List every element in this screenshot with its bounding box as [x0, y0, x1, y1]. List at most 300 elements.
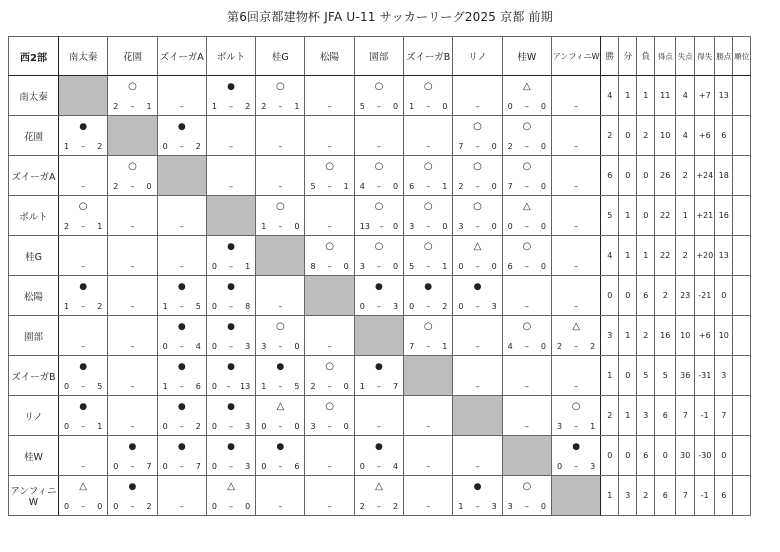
- score-separator: –: [426, 102, 431, 111]
- match-score: [207, 422, 255, 431]
- stat-cell: 2: [637, 316, 655, 356]
- score-separator: –: [376, 102, 381, 111]
- score-away: 0: [442, 102, 448, 111]
- no-result-dash: –: [130, 382, 135, 391]
- result-cell: [256, 116, 305, 156]
- column-header-opponent: リノ: [453, 37, 502, 76]
- result-cell: [502, 356, 551, 396]
- stat-cell: 22: [655, 196, 676, 236]
- team-name: 桂W: [9, 436, 59, 476]
- column-header-stat: 勝: [601, 37, 619, 76]
- stat-cell: [733, 356, 751, 396]
- stat-cell: 1: [619, 196, 637, 236]
- score-home: 0: [211, 382, 217, 391]
- win-mark: ○: [522, 241, 532, 252]
- win-mark: ○: [522, 321, 532, 332]
- win-mark: ○: [522, 481, 532, 492]
- result-cell: [108, 436, 157, 476]
- match-score: [503, 342, 551, 351]
- score-away: 8: [245, 302, 251, 311]
- no-result-dash: –: [327, 342, 332, 351]
- score-home: 1: [162, 382, 168, 391]
- loss-mark: ●: [79, 282, 88, 292]
- result-cell: [453, 276, 502, 316]
- score-away: 1: [97, 222, 103, 231]
- stat-cell: 10: [715, 316, 733, 356]
- score-separator: –: [327, 182, 332, 191]
- result-cell: [502, 396, 551, 436]
- result-cell: [157, 316, 206, 356]
- result-cell: [157, 276, 206, 316]
- stat-cell: 1: [601, 356, 619, 396]
- loss-mark: ●: [375, 282, 383, 292]
- score-away: 7: [146, 462, 152, 471]
- draw-mark: △: [522, 201, 531, 212]
- score-away: 0: [491, 262, 497, 271]
- stat-cell: 0: [637, 156, 655, 196]
- column-header-opponent: ボルト: [206, 37, 255, 76]
- result-cell: [157, 116, 206, 156]
- score-separator: –: [475, 302, 480, 311]
- no-result-dash: –: [475, 462, 480, 471]
- loss-mark: ●: [473, 482, 482, 492]
- score-separator: –: [179, 422, 184, 431]
- stat-cell: 7: [676, 476, 695, 516]
- stat-cell: 2: [676, 156, 695, 196]
- stat-cell: 6: [655, 476, 676, 516]
- score-away: 0: [146, 182, 152, 191]
- loss-mark: ●: [375, 442, 383, 452]
- stat-cell: [733, 236, 751, 276]
- stat-cell: 10: [676, 316, 695, 356]
- score-separator: –: [574, 342, 579, 351]
- loss-mark: ●: [227, 322, 235, 332]
- stat-cell: 6: [637, 276, 655, 316]
- win-mark: ○: [275, 81, 285, 92]
- no-result-dash: –: [574, 102, 579, 111]
- stat-cell: 2: [601, 116, 619, 156]
- score-separator: –: [524, 182, 529, 191]
- result-cell: [108, 156, 157, 196]
- result-cell: [453, 156, 502, 196]
- result-cell: [502, 316, 551, 356]
- score-home: 13: [359, 222, 370, 231]
- result-cell: [354, 396, 403, 436]
- draw-mark: △: [522, 81, 531, 92]
- score-home: 2: [113, 102, 119, 111]
- no-result-dash: –: [574, 382, 579, 391]
- table-row: [9, 356, 751, 396]
- result-cell: [59, 276, 108, 316]
- score-home: 3: [556, 422, 563, 431]
- win-mark: ○: [374, 81, 384, 92]
- stat-cell: [733, 156, 751, 196]
- score-home: 1: [162, 302, 168, 311]
- match-score: [158, 342, 206, 351]
- match-score: [59, 382, 107, 391]
- stat-cell: 36: [676, 356, 695, 396]
- win-mark: ○: [128, 81, 137, 92]
- win-mark: ○: [275, 321, 285, 332]
- result-cell: [305, 196, 354, 236]
- column-header-opponent: 南太秦: [59, 37, 108, 76]
- score-separator: –: [278, 462, 283, 471]
- score-home: 1: [64, 142, 70, 151]
- stat-cell: 0: [715, 276, 733, 316]
- result-cell: [354, 476, 403, 516]
- result-cell: [108, 276, 157, 316]
- score-home: 2: [556, 342, 563, 351]
- score-home: 0: [162, 422, 168, 431]
- no-result-dash: –: [475, 102, 480, 111]
- league-table: [8, 36, 751, 516]
- score-separator: –: [426, 222, 431, 231]
- result-cell: [354, 156, 403, 196]
- result-cell: [108, 356, 157, 396]
- result-cell: [59, 116, 108, 156]
- stat-cell: 1: [637, 76, 655, 116]
- stat-cell: 4: [601, 76, 619, 116]
- no-result-dash: –: [376, 422, 381, 431]
- no-result-dash: –: [524, 382, 529, 391]
- result-cell: [551, 276, 600, 316]
- table-row: [9, 236, 751, 276]
- team-name: 南太秦: [9, 76, 59, 116]
- score-away: 2: [195, 142, 201, 151]
- score-away: 0: [392, 262, 399, 271]
- no-result-dash: –: [376, 142, 381, 151]
- win-mark: ○: [325, 361, 334, 372]
- result-cell: [404, 196, 453, 236]
- match-score: [158, 302, 206, 311]
- score-away: 3: [245, 342, 251, 351]
- result-cell: [108, 76, 157, 116]
- match-score: [453, 262, 501, 271]
- score-separator: –: [229, 502, 234, 511]
- stat-cell: 11: [655, 76, 676, 116]
- score-away: 4: [392, 462, 399, 471]
- result-cell: [453, 476, 502, 516]
- score-home: 7: [507, 182, 513, 191]
- result-cell: [354, 76, 403, 116]
- match-score: [355, 502, 403, 511]
- win-mark: ○: [275, 201, 285, 212]
- win-mark: ○: [473, 201, 482, 212]
- match-score: [305, 382, 353, 391]
- result-cell: [502, 76, 551, 116]
- team-name: 花園: [9, 116, 59, 156]
- score-home: 2: [64, 222, 70, 231]
- score-home: 7: [458, 142, 464, 151]
- score-away: 1: [146, 102, 152, 111]
- loss-mark: ●: [375, 362, 383, 372]
- result-cell: [404, 116, 453, 156]
- result-cell: [256, 196, 305, 236]
- no-result-dash: –: [426, 502, 431, 511]
- stat-cell: 2: [676, 236, 695, 276]
- result-cell: [256, 156, 305, 196]
- result-cell: [453, 76, 502, 116]
- stat-cell: 4: [601, 236, 619, 276]
- match-score: [503, 502, 551, 511]
- loss-mark: ●: [177, 282, 186, 292]
- no-result-dash: –: [278, 302, 283, 311]
- column-header-opponent: 桂G: [256, 37, 305, 76]
- stat-cell: 4: [676, 76, 695, 116]
- no-result-dash: –: [229, 142, 234, 151]
- stat-cell: -1: [695, 396, 715, 436]
- stat-cell: 5: [637, 356, 655, 396]
- result-cell: [305, 236, 354, 276]
- stat-cell: [733, 436, 751, 476]
- score-separator: –: [376, 302, 381, 311]
- result-cell: [404, 276, 453, 316]
- score-home: 0: [211, 262, 217, 271]
- match-score: [453, 142, 501, 151]
- score-away: 1: [442, 182, 448, 191]
- win-mark: ○: [325, 241, 334, 252]
- loss-mark: ●: [276, 362, 285, 372]
- loss-mark: ●: [424, 282, 433, 292]
- no-result-dash: –: [475, 342, 480, 351]
- score-home: 3: [409, 222, 415, 231]
- score-separator: –: [179, 142, 184, 151]
- match-score: [256, 342, 304, 351]
- match-score: [552, 342, 600, 351]
- table-row: [9, 116, 751, 156]
- score-home: 0: [507, 102, 513, 111]
- column-header-stat: 順位: [733, 37, 751, 76]
- draw-mark: △: [375, 481, 383, 492]
- result-cell: [551, 116, 600, 156]
- result-cell: [59, 396, 108, 436]
- no-result-dash: –: [179, 102, 184, 111]
- result-cell: [404, 476, 453, 516]
- draw-mark: △: [473, 241, 482, 252]
- result-cell: [453, 436, 502, 476]
- score-away: 3: [392, 302, 399, 311]
- match-score: [158, 422, 206, 431]
- win-mark: ○: [374, 161, 384, 172]
- no-result-dash: –: [278, 142, 283, 151]
- match-score: [207, 102, 255, 111]
- division-label: 西2部: [9, 37, 59, 76]
- stat-cell: 6: [715, 116, 733, 156]
- score-separator: –: [179, 342, 184, 351]
- score-home: 5: [359, 102, 365, 111]
- match-score: [158, 142, 206, 151]
- stat-cell: 5: [655, 356, 676, 396]
- score-away: 2: [97, 142, 103, 151]
- stat-cell: 7: [715, 396, 733, 436]
- match-score: [305, 262, 353, 271]
- match-score: [404, 222, 452, 231]
- score-home: 0: [162, 142, 168, 151]
- match-score: [404, 262, 452, 271]
- stat-cell: 2: [637, 116, 655, 156]
- stat-cell: 6: [601, 156, 619, 196]
- table-row: [9, 156, 751, 196]
- score-home: 1: [458, 502, 464, 511]
- no-result-dash: –: [426, 462, 431, 471]
- win-mark: ○: [423, 201, 433, 212]
- stat-cell: 5: [601, 196, 619, 236]
- win-mark: ○: [571, 401, 581, 412]
- score-separator: –: [327, 262, 332, 271]
- stat-cell: 6: [655, 396, 676, 436]
- column-header-stat: 失点: [676, 37, 695, 76]
- stat-cell: 26: [655, 156, 676, 196]
- stat-cell: -21: [695, 276, 715, 316]
- stat-cell: +24: [695, 156, 715, 196]
- match-score: [404, 182, 452, 191]
- stat-cell: 0: [601, 276, 619, 316]
- score-home: 3: [261, 342, 267, 351]
- score-separator: –: [379, 222, 384, 231]
- column-header-stat: 分: [619, 37, 637, 76]
- win-mark: ○: [128, 161, 137, 172]
- score-separator: –: [81, 302, 86, 311]
- column-header-opponent: 松陽: [305, 37, 354, 76]
- loss-mark: ●: [227, 402, 235, 412]
- result-cell: [256, 396, 305, 436]
- score-away: 2: [392, 502, 399, 511]
- score-separator: –: [327, 382, 332, 391]
- score-separator: –: [229, 262, 234, 271]
- score-separator: –: [229, 422, 234, 431]
- score-home: 5: [409, 262, 415, 271]
- result-cell: [157, 356, 206, 396]
- stat-cell: 0: [655, 436, 676, 476]
- team-name: アンフィニW: [9, 476, 59, 516]
- score-away: 0: [245, 502, 251, 511]
- score-separator: –: [376, 462, 381, 471]
- score-home: 3: [310, 422, 316, 431]
- score-home: 0: [211, 502, 217, 511]
- stat-cell: 2: [655, 276, 676, 316]
- score-away: 1: [343, 182, 349, 191]
- match-score: [453, 302, 501, 311]
- loss-mark: ●: [177, 322, 186, 332]
- loss-mark: ●: [79, 402, 88, 412]
- match-score: [503, 102, 551, 111]
- no-result-dash: –: [81, 182, 86, 191]
- score-away: 0: [491, 182, 497, 191]
- stat-cell: [733, 196, 751, 236]
- stat-cell: 1: [676, 196, 695, 236]
- match-score: [355, 222, 403, 231]
- score-away: 3: [491, 302, 497, 311]
- score-separator: –: [278, 382, 283, 391]
- stat-cell: +20: [695, 236, 715, 276]
- score-away: 0: [343, 382, 349, 391]
- match-score: [453, 222, 501, 231]
- stat-cell: 0: [601, 436, 619, 476]
- result-cell: [206, 356, 255, 396]
- result-cell: [157, 436, 206, 476]
- result-cell: [354, 236, 403, 276]
- score-away: 0: [294, 422, 300, 431]
- no-result-dash: –: [327, 102, 332, 111]
- score-away: 0: [540, 142, 546, 151]
- score-separator: –: [524, 102, 529, 111]
- score-away: 0: [442, 222, 448, 231]
- score-separator: –: [130, 182, 135, 191]
- match-score: [355, 382, 403, 391]
- score-away: 2: [442, 302, 448, 311]
- result-cell: [453, 116, 502, 156]
- result-cell: [157, 396, 206, 436]
- result-cell: [157, 196, 206, 236]
- team-name: ボルト: [9, 196, 59, 236]
- stat-cell: 0: [619, 276, 637, 316]
- score-separator: –: [229, 462, 234, 471]
- stat-cell: [733, 116, 751, 156]
- score-separator: –: [475, 142, 480, 151]
- no-result-dash: –: [81, 262, 86, 271]
- column-header-stat: 得失: [695, 37, 715, 76]
- loss-mark: ●: [572, 442, 581, 452]
- score-away: 1: [442, 342, 448, 351]
- match-score: [256, 382, 304, 391]
- result-cell: [502, 476, 551, 516]
- result-cell: [502, 156, 551, 196]
- score-home: 8: [310, 262, 316, 271]
- match-score: [158, 462, 206, 471]
- score-away: 0: [540, 342, 546, 351]
- score-away: 0: [294, 342, 300, 351]
- result-cell: [502, 236, 551, 276]
- score-away: 6: [195, 382, 201, 391]
- stat-cell: 2: [601, 396, 619, 436]
- score-away: 0: [540, 222, 546, 231]
- no-result-dash: –: [574, 142, 579, 151]
- no-result-dash: –: [179, 502, 184, 511]
- loss-mark: ●: [128, 482, 137, 492]
- score-separator: –: [426, 342, 431, 351]
- score-separator: –: [574, 422, 579, 431]
- score-away: 0: [97, 502, 103, 511]
- score-home: 0: [261, 422, 267, 431]
- result-cell: [404, 436, 453, 476]
- score-home: 2: [261, 102, 267, 111]
- stat-cell: [733, 76, 751, 116]
- match-score: [108, 102, 156, 111]
- score-away: 2: [97, 302, 103, 311]
- score-away: 2: [146, 502, 152, 511]
- result-cell: [256, 356, 305, 396]
- score-separator: –: [81, 142, 86, 151]
- column-header-opponent: ズイーガA: [157, 37, 206, 76]
- loss-mark: ●: [227, 362, 235, 372]
- result-cell: [206, 76, 255, 116]
- no-result-dash: –: [574, 302, 579, 311]
- result-cell: [404, 236, 453, 276]
- stat-cell: 3: [601, 316, 619, 356]
- team-name: ズイーガB: [9, 356, 59, 396]
- no-result-dash: –: [574, 222, 579, 231]
- column-header-stat: 負: [637, 37, 655, 76]
- loss-mark: ●: [177, 442, 186, 452]
- score-home: 2: [310, 382, 316, 391]
- result-cell: [256, 476, 305, 516]
- score-home: 4: [507, 342, 513, 351]
- score-away: 0: [540, 262, 546, 271]
- score-separator: –: [524, 262, 529, 271]
- no-result-dash: –: [130, 222, 135, 231]
- column-header-opponent: アンフィニW: [551, 37, 600, 76]
- stat-cell: 18: [715, 156, 733, 196]
